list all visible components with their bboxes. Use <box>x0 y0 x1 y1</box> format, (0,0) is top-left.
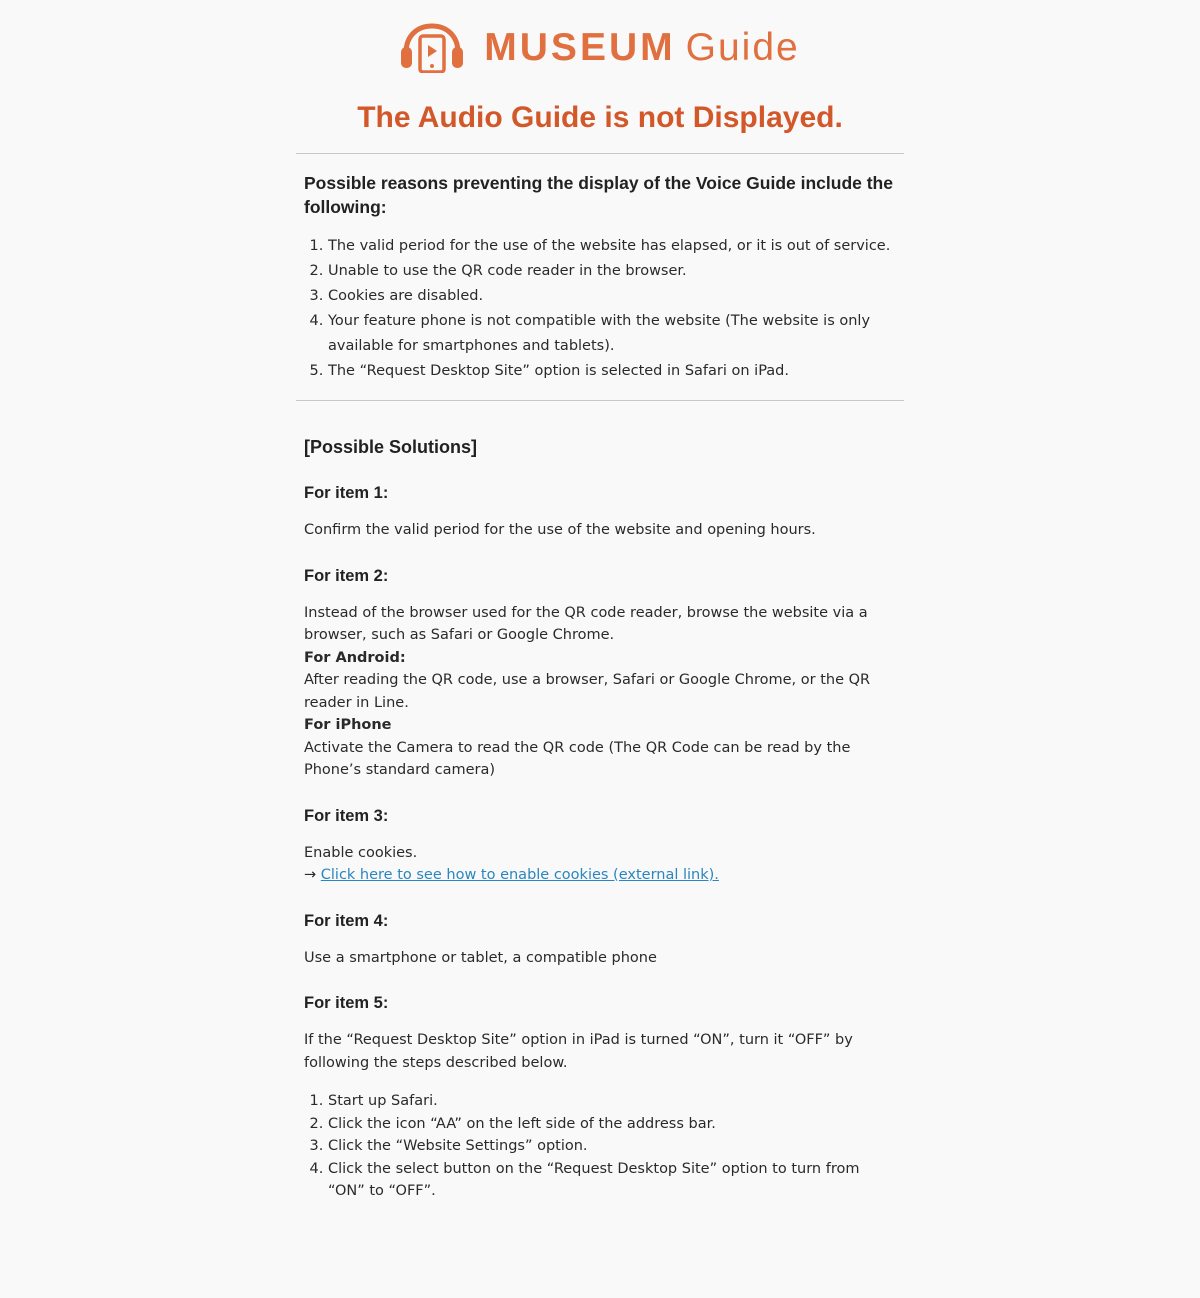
page <box>296 23 904 1203</box>
divider-middle <box>296 400 904 401</box>
android-text: After reading the QR code, use a browser, Safari or Google Chrome, or the QR reader in Line. <box>304 672 871 711</box>
item1-heading: For item 1: <box>304 484 389 502</box>
logo-word-museum: MUSEUM <box>484 26 676 69</box>
cookies-link-row <box>304 864 896 887</box>
reasons-list <box>304 234 896 384</box>
item3-text: Enable cookies. <box>304 844 418 861</box>
reason-item: 3. Cookies are disabled. <box>328 284 896 309</box>
item4-text: Use a smartphone or tablet, a compatible phone <box>304 949 657 966</box>
solutions-section <box>296 435 904 1203</box>
item4-heading: For item 4: <box>304 911 389 930</box>
item5-heading: For item 5: <box>304 994 389 1012</box>
reason-item: 4. Your feature phone is not compatible with the website (The website is only available for smartphones and tablets). <box>328 309 896 359</box>
reason-item: 5. The “Request Desktop Site” option is selected in Safari on iPad. <box>328 359 896 384</box>
item2-body <box>304 602 896 782</box>
step-item: 3. Click the “Website Settings” option. <box>328 1135 896 1158</box>
headphones-phone-icon <box>400 23 464 73</box>
museum-guide-logo <box>296 23 904 73</box>
reason-item: 2. Unable to use the QR code reader in the browser. <box>328 259 896 284</box>
item1-text: Confirm the valid period for the use of the website and opening hours. <box>304 522 816 538</box>
android-heading: For Android: <box>304 649 406 666</box>
page-title: The Audio Guide is not Displayed. <box>357 101 843 134</box>
step-item: 4. Click the select button on the “Request Desktop Site” option to turn from “ON” to “OFF”. <box>328 1158 896 1203</box>
item5-steps-list <box>304 1090 896 1203</box>
item2-text: Instead of the browser used for the QR code reader, browse the website via a browser, such as Safari or Google Chrome. <box>304 604 868 643</box>
logo-wordmark <box>484 23 799 73</box>
reasons-section <box>296 171 904 384</box>
logo-word-guide: Guide <box>685 26 800 69</box>
item5-text: If the “Request Desktop Site” option in iPad is turned “ON”, turn it “OFF” by following the steps described below. <box>304 1032 853 1071</box>
enable-cookies-link[interactable]: Click here to see how to enable cookies (external link). <box>320 867 719 883</box>
solutions-heading: [Possible Solutions] <box>304 437 478 457</box>
step-item: 2. Click the icon “AA” on the left side of the address bar. <box>328 1113 896 1136</box>
item2-heading: For item 2: <box>304 566 389 585</box>
item3-heading: For item 3: <box>304 806 389 825</box>
iphone-heading: For iPhone <box>304 717 392 733</box>
divider-top <box>296 153 904 154</box>
reason-item: 1. The valid period for the use of the website has elapsed, or it is out of service. <box>328 234 896 259</box>
iphone-text: Activate the Camera to read the QR code (The QR Code can be read by the Phone’s standard camera) <box>304 739 851 778</box>
step-item: 1. Start up Safari. <box>328 1090 896 1113</box>
arrow-right-icon: → <box>304 867 321 883</box>
reasons-heading: Possible reasons preventing the display of the Voice Guide include the following: <box>304 173 893 217</box>
item3-body <box>304 842 896 887</box>
